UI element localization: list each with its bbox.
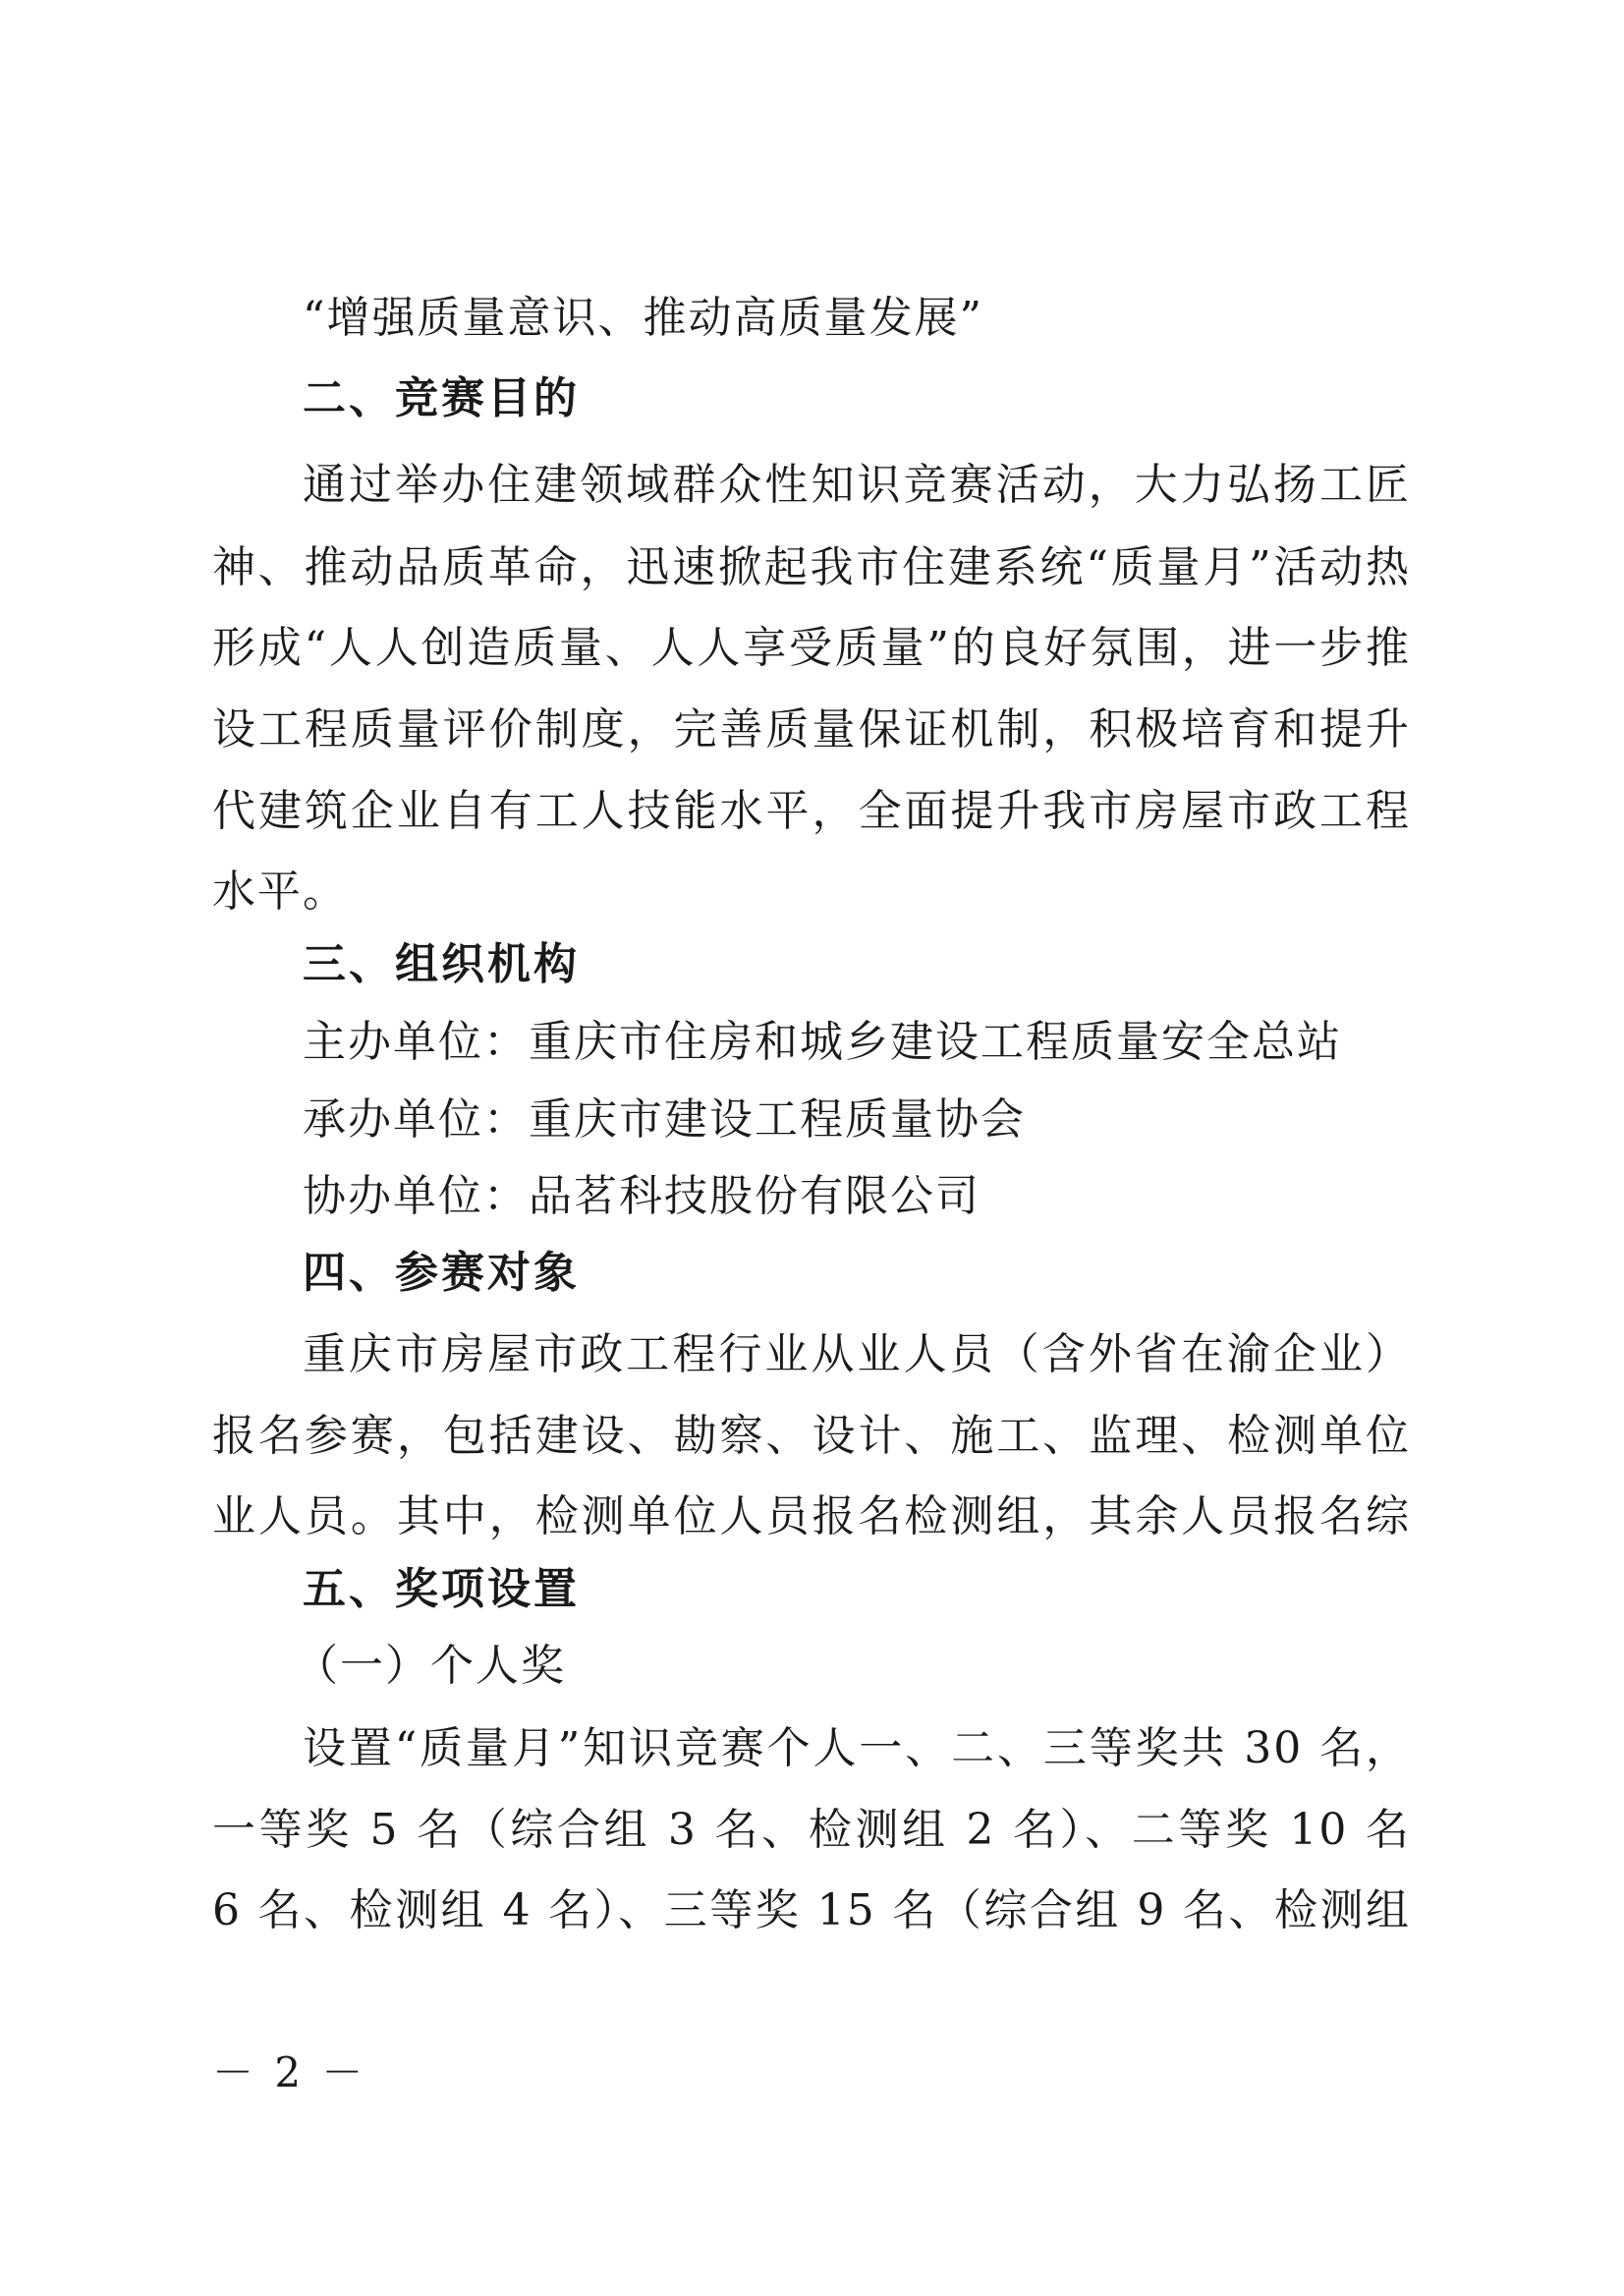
organizer-co-organizer: 协办单位：品茗科技股份有限公司	[303, 1171, 980, 1221]
page-number: － 2 －	[212, 2048, 367, 2097]
section-5-line-2: 一等奖 5 名（综合组 3 名、检测组 2 名）、二等奖 10 名	[212, 1805, 1411, 1855]
section-2-line-4: 设工程质量评价制度，完善质量保证机制，积极培育和提升	[212, 704, 1411, 755]
section-2-line-6: 水平。	[212, 867, 348, 917]
section-4-heading: 四、参赛对象	[303, 1248, 580, 1298]
section-2-line-2: 神、推动品质革命，迅速掀起我市住建系统“质量月”活动热	[212, 542, 1411, 592]
section-4-line-1: 重庆市房屋市政工程行业从业人员（含外省在渝企业）	[303, 1329, 1411, 1379]
section-5-heading: 五、奖项设置	[303, 1564, 580, 1614]
section-3-heading: 三、组织机构	[303, 939, 580, 989]
section-5-line-3: 6 名、检测组 4 名）、三等奖 15 名（综合组 9 名、检测组	[212, 1885, 1411, 1935]
section-2-line-1: 通过举办住建领域群众性知识竞赛活动，大力弘扬工匠	[303, 460, 1411, 510]
organizer-executor: 承办单位：重庆市建设工程质量协会	[303, 1094, 1026, 1145]
theme-line: “增强质量意识、推动高质量发展”	[303, 293, 983, 343]
section-5-subheading: （一）个人奖	[295, 1641, 566, 1691]
section-2-line-3: 形成“人人创造质量、人人享受质量”的良好氛围，进一步推	[212, 623, 1411, 673]
section-5-line-1: 设置“质量月”知识竞赛个人一、二、三等奖共 30 名，	[303, 1723, 1411, 1773]
section-2-heading: 二、竞赛目的	[303, 373, 580, 423]
section-2-line-5: 代建筑企业自有工人技能水平，全面提升我市房屋市政工程	[212, 786, 1411, 836]
organizer-host: 主办单位：重庆市住房和城乡建设工程质量安全总站	[303, 1017, 1342, 1067]
section-4-line-3: 业人员。其中，检测单位人员报名检测组，其余人员报名综	[212, 1491, 1411, 1541]
section-4-line-2: 报名参赛，包括建设、勘察、设计、施工、监理、检测单位	[212, 1411, 1411, 1461]
